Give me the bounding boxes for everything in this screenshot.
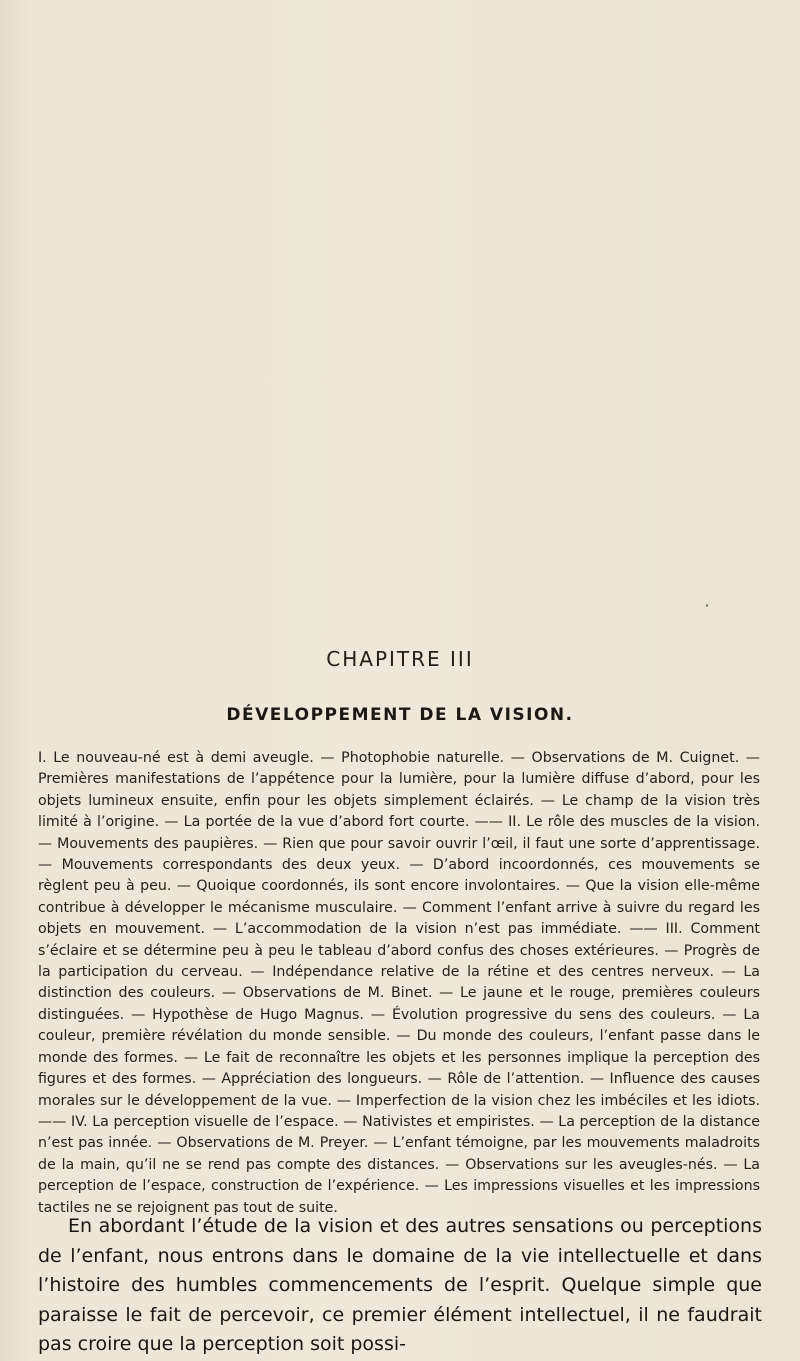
body-paragraph: En abordant l’étude de la vision et des autres sensations ou perceptions de l’enfant, nous entrons dans le domaine de la vie intellectuelle et dans l’histoire des humbles commencements de l’esprit. Quelque simple que paraisse le fait de percevoir, ce premier élément intellectuel, il ne faudrait pas croire que la perception soit possi- [38,1215,762,1355]
paper-speck [706,604,708,607]
chapter-heading: CHAPITRE III [326,647,474,671]
chapter-summary [38,748,760,1219]
chapter-title: DÉVELOPPEMENT DE LA VISION. [226,705,574,725]
body-text [38,1212,762,1360]
summary-text: I. Le nouveau-né est à demi aveugle. — Photophobie naturelle. — Observations de M. Cuignet. — Premières manifestations de l’appétence pour la lumière, pour la lumière diffuse d’abord, pour les objets lumineux ensuite, enfin pour les objets simplement éclairés. — Le champ de la vision très limité à l’origine. — La portée de la vue d’abord fort courte. —— II. Le rôle des muscles de la vision. — Mouvements des paupières. — Rien que pour savoir ouvrir l’œil, il faut une sorte d’apprentissage. — Mouvements correspondants des deux yeux. — D’abord incoordonnés, ces mouvements se règlent peu à peu. — Quoique coordonnés, ils sont encore involontaires. — Que la vision elle-même contribue à développer le mécanisme musculaire. — Comment l’enfant arrive à suivre du regard les objets en mouvement. — L’accommodation de la vision n’est pas immédiate. —— III. Comment s’éclaire et se détermine peu à peu le tableau d’abord confus des choses extérieures. — Progrès de la participation du cerveau. — Indépendance relative de la rétine et des centres nerveux. — La distinction des couleurs. — Observations de M. Binet. — Le jaune et le rouge, premières couleurs distinguées. — Hypothèse de Hugo Magnus. — Évolution progressive du sens des couleurs. — La couleur, première révélation du monde sensible. — Du monde des couleurs, l’enfant passe dans le monde des formes. — Le fait de reconnaître les objets et les personnes implique la perception des figures et des formes. — Appréciation des longueurs. — Rôle de l’attention. — Influence des causes morales sur le développement de la vue. — Imperfection de la vision chez les imbéciles et les idiots. —— IV. La perception visuelle de l’espace. — Nativistes et empiristes. — La perception de la distance n’est pas innée. — Observations de M. Preyer. — L’enfant témoigne, par les mouvements maladroits de la main, qu’il ne se rend pas compte des distances. — Observations sur les aveugles-nés. — La perception de l’espace, construction de l’expérience. — Les impressions visuelles et les impressions tactiles ne se rejoignent pas tout de suite. [38,750,760,1216]
